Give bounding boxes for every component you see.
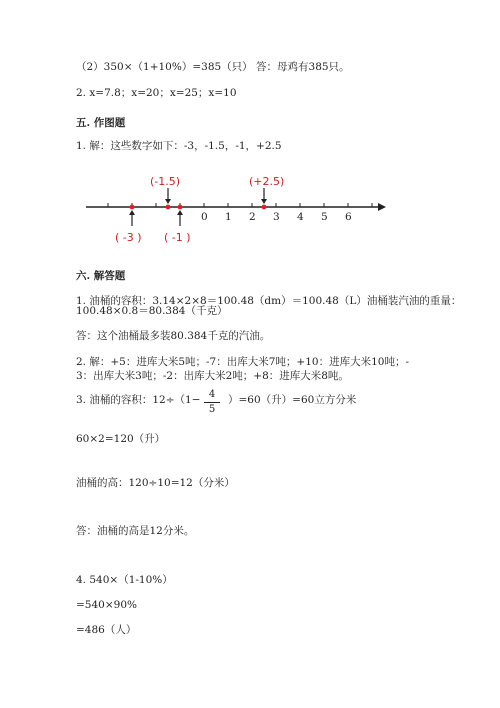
marked-point bbox=[130, 205, 135, 210]
answer-line-15: =486（人） bbox=[76, 624, 137, 636]
section-heading-6: 六. 解答题 bbox=[76, 270, 126, 282]
fraction-numerator: 4 bbox=[208, 389, 216, 400]
answer-line-2: 2. x=7.8；x=20；x=25；x=10 bbox=[76, 87, 237, 99]
fraction-denominator: 5 bbox=[208, 404, 216, 415]
marked-point bbox=[166, 205, 171, 210]
label-neg-3: ( -3 ) bbox=[115, 231, 142, 244]
number-line-arrowhead bbox=[378, 203, 386, 211]
answer-line-11: 油桶的高：120÷10=12（分米） bbox=[76, 477, 235, 489]
answer-line-13: 4. 540×（1-10%） bbox=[76, 574, 173, 586]
answer-line-3: 1. 解：这些数字如下：-3，-1.5，-1，+2.5 bbox=[76, 140, 282, 152]
answer-line-14: =540×90% bbox=[76, 599, 137, 611]
pointer-arrowhead bbox=[129, 210, 135, 215]
answer-line-5: 100.48×0.8＝80.384（千克） bbox=[76, 305, 228, 317]
answer-line-12: 答：油桶的高是12分米。 bbox=[76, 525, 195, 537]
pointer-arrowhead bbox=[261, 199, 267, 204]
label-neg-1-5: (-1.5) bbox=[150, 175, 181, 188]
tick-label-3: 3 bbox=[273, 211, 280, 223]
answer-line-9b: ）=60（升）=60立方分米 bbox=[228, 394, 357, 406]
answer-line-6: 答：这个油桶最多装80.384千克的汽油。 bbox=[76, 330, 271, 342]
answer-line-10: 60×2=120（升） bbox=[76, 433, 166, 445]
answer-line-1: （2）350×（1+10%）=385（只） 答：母鸡有385只。 bbox=[76, 61, 350, 73]
answer-line-9a: 3. 油桶的容积：12÷（1− bbox=[76, 394, 201, 406]
tick-label-2: 2 bbox=[249, 211, 256, 223]
tick-label-5: 5 bbox=[321, 211, 328, 223]
tick-label-6: 6 bbox=[345, 211, 352, 223]
marked-point bbox=[178, 205, 183, 210]
section-heading-5: 五. 作图题 bbox=[76, 117, 126, 129]
tick-label-1: 1 bbox=[225, 211, 232, 223]
fraction-four-fifths bbox=[204, 389, 220, 416]
answer-line-7: 2. 解：+5：进库大米5吨；-7：出库大米7吨；+10：进库大米10吨；- bbox=[76, 356, 409, 368]
pointer-arrowhead bbox=[177, 210, 183, 215]
answer-line-4: 1. 油桶的容积：3.14×2×8＝100.48（dm）＝100.48（L）油桶装汽油的重量： bbox=[76, 295, 462, 307]
tick-label-0: 0 bbox=[201, 211, 208, 223]
label-neg-1: ( -1 ) bbox=[164, 231, 191, 244]
marked-point bbox=[262, 205, 267, 210]
fraction-bar bbox=[204, 402, 220, 403]
label-pos-2-5: (+2.5) bbox=[249, 175, 285, 188]
tick-label-4: 4 bbox=[297, 211, 304, 223]
pointer-arrowhead bbox=[165, 199, 171, 204]
answer-line-8: 3：出库大米3吨；-2：出库大米2吨；+8：进库大米8吨。 bbox=[76, 370, 349, 382]
